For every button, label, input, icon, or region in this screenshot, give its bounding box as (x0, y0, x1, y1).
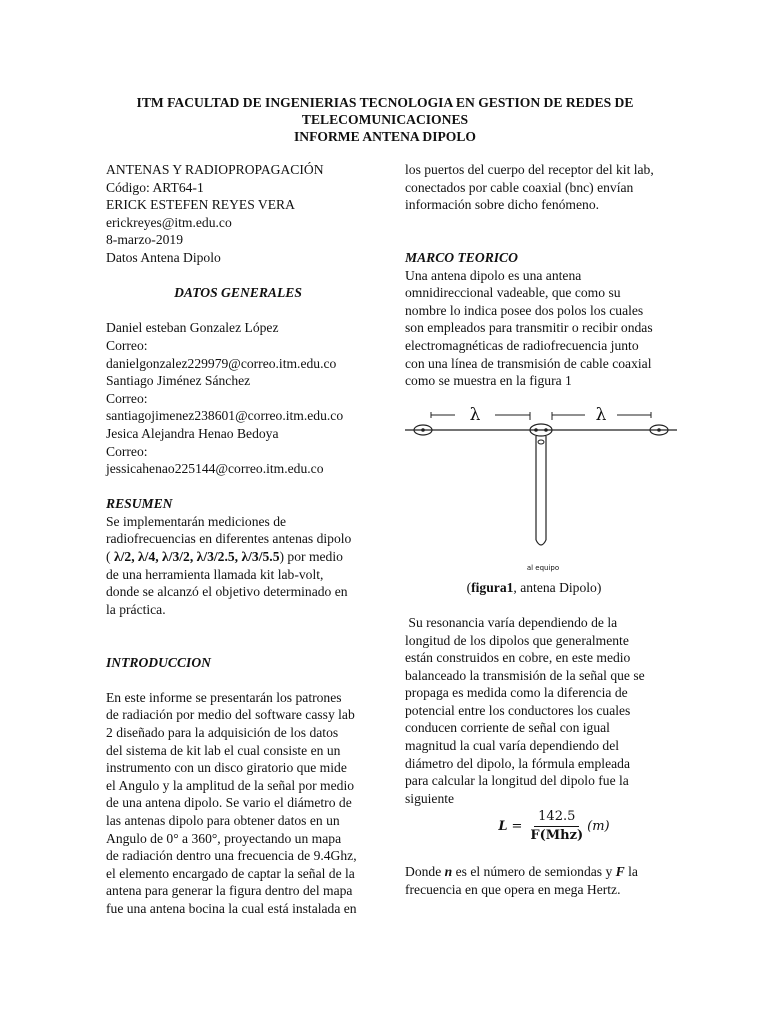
marco-line: como se muestra en la figura 1 (405, 373, 572, 389)
author-name: ERICK ESTEFEN REYES VERA (106, 197, 295, 213)
person-email: santiagojimenez238601@correo.itm.edu.co (106, 408, 344, 424)
resumen-heading: RESUMEN (106, 496, 173, 512)
formula-lhs: L (498, 818, 508, 834)
resonancia-line: siguiente (405, 790, 455, 806)
marco-line: con una línea de transmisión de cable coaxial (405, 355, 652, 371)
introduccion-heading: INTRODUCCION (106, 654, 211, 670)
length-formula (445, 807, 663, 845)
person-email-label: Correo: (106, 443, 148, 459)
title-line-3: INFORME ANTENA DIPOLO (293, 129, 477, 144)
course-code: Código: ART64-1 (106, 179, 204, 195)
left-end-dot (421, 428, 425, 432)
resonancia-line: Su resonancia varía dependiendo de la (405, 614, 618, 630)
continuation-line: información sobre dicho fenómeno. (405, 197, 600, 213)
intro-line: 2 diseñado para la adquisición de los datos (106, 725, 339, 740)
marco-line: nombre lo indica posee dos polos los cuales (405, 302, 644, 318)
formula-fraction (530, 809, 583, 844)
resonancia-line: diámetro del dipolo, la fórmula empleada (405, 755, 630, 771)
caption-text: , antena Dipolo) (513, 579, 602, 595)
resonancia-line: propaga es medida como la diferencia de (405, 685, 628, 701)
continuation-line: los puertos del cuerpo del receptor del kit lab, (405, 162, 654, 177)
dipole-diagram (405, 400, 705, 575)
formula-unit: (m) (587, 818, 610, 834)
course-info (106, 161, 370, 267)
marco-line: omnidireccional vadeable, que como su (405, 285, 621, 301)
figure-caption (405, 579, 663, 597)
donde-text: es el número de semiondas y (452, 864, 616, 880)
intro-line: fue una antena bocina la cual está instalada en (106, 900, 357, 916)
right-end-dot (657, 428, 661, 432)
var-n: n (444, 864, 453, 880)
datos-generales-heading: DATOS GENERALES (174, 285, 302, 301)
resonancia-line: longitud de los dipolos que generalmente (405, 632, 629, 648)
resonancia-body (405, 614, 663, 808)
donde-paragraph (405, 863, 663, 898)
person-email: danielgonzalez229979@correo.itm.edu.co (106, 355, 337, 371)
lambda-fractions: λ/2, λ/4, λ/3/2, λ/3/2.5, λ/3/5.5 (113, 549, 280, 565)
feed-label: al equipo (526, 563, 560, 572)
center-dot-left (534, 428, 538, 432)
resumen-line: Se implementarán mediciones de (106, 513, 287, 529)
intro-line: el Angulo y la amplitud de la señal por medio (106, 777, 355, 793)
lambda-label-left: λ (469, 404, 481, 425)
resumen-line: la práctica. (106, 601, 166, 617)
title-line-2: TELECOMUNICACIONES (301, 112, 469, 127)
resumen-line: radiofrecuencias en diferentes antenas dipolo (106, 531, 352, 547)
marco-teorico-heading: MARCO TEORICO (405, 249, 518, 265)
marco-teorico-body (405, 267, 663, 390)
intro-line: instrumento con un disco giratorio que mide (106, 760, 347, 776)
resonancia-line: magnitud la cual varía dependiendo del (405, 738, 620, 754)
caption-figure-number: figura1 (471, 579, 514, 595)
var-f: F (615, 864, 625, 880)
resumen-line: de una herramienta llamada kit lab-volt, (106, 566, 324, 582)
resonancia-line: potencial entre los conductores los cuales (405, 702, 631, 718)
intro-line: del sistema de kit lab el cual consiste en un (106, 742, 341, 758)
resumen-body (106, 513, 370, 619)
person-email-label: Correo: (106, 337, 148, 353)
intro-line: de una antena dipolo. Se vario el diámetro de (106, 795, 352, 811)
author-email: erickreyes@itm.edu.co (106, 214, 232, 230)
continuation-line: conectados por cable coaxial (bnc) envían (405, 179, 634, 195)
person-name: Jesica Alejandra Henao Bedoya (106, 425, 279, 441)
intro-line: de radiación por medio del software cassy lab (106, 707, 355, 723)
left-column (106, 161, 370, 918)
document-title (95, 94, 675, 145)
continuation-body (405, 161, 663, 214)
person-email: jessicahenao225144@correo.itm.edu.co (106, 461, 324, 477)
intro-line: las antenas dipolo para obtener datos en un (106, 812, 340, 828)
intro-line: el elemento encargado de captar la señal de la (106, 865, 355, 881)
marco-line: son empleados para transmitir o recibir ondas (405, 320, 653, 336)
course-name: ANTENAS Y RADIOPROPAGACIÓN (106, 162, 324, 177)
resumen-line-fractions (106, 548, 370, 566)
marco-line: electromagnéticas de radiofrecuencia junto (405, 337, 639, 353)
person-name: Daniel esteban Gonzalez López (106, 320, 279, 336)
center-dot-right (544, 428, 548, 432)
donde-text: la (624, 864, 638, 880)
formula-numerator: 142.5 (534, 809, 579, 827)
feed-cable (536, 436, 546, 540)
title-line-1: ITM FACULTAD DE INGENIERIAS TECNOLOGIA EN GESTION DE REDES DE (136, 95, 634, 110)
person-email-label: Correo: (106, 390, 148, 406)
introduccion-body (106, 689, 370, 918)
right-column (405, 161, 663, 898)
lambda-label-right: λ (595, 404, 607, 425)
person-name: Santiago Jiménez Sánchez (106, 373, 251, 389)
marco-line: Una antena dipolo es una antena (405, 267, 582, 283)
intro-line: En este informe se presentarán los patrones (106, 689, 342, 705)
resonancia-line: están construidos en cobre, en este medio (405, 650, 631, 666)
resonancia-line: conducen corriente de señal con igual (405, 720, 610, 736)
formula-denominator: F(Mhz) (530, 827, 584, 843)
feed-cable-end (536, 540, 546, 545)
resonancia-line: para calcular la longitud del dipolo fue la (405, 773, 629, 789)
paren-open: ( (106, 549, 114, 565)
report-date: 8-marzo-2019 (106, 232, 184, 248)
dipole-figure (405, 400, 705, 575)
intro-line: Angulo de 0° a 360°, proyectando un mapa (106, 830, 342, 846)
donde-line (405, 863, 663, 881)
formula-equals: = (511, 818, 523, 834)
donde-line: frecuencia en que opera en mega Hertz. (405, 881, 621, 897)
report-subject: Datos Antena Dipolo (106, 249, 221, 265)
caption-paren: ( (466, 579, 472, 595)
people-list (106, 319, 370, 477)
intro-line: antena para generar la figura dentro del mapa (106, 883, 353, 899)
paren-close-text: ) por medio (279, 549, 343, 565)
intro-line: de radiación dentro una frecuencia de 9.4Ghz, (106, 848, 357, 864)
resumen-line: donde se alcanzó el objetivo determinado en (106, 584, 348, 600)
donde-text: Donde (405, 864, 445, 880)
resonancia-line: balanceado la transmisión de la señal que se (405, 667, 645, 683)
feed-joint (538, 440, 544, 444)
